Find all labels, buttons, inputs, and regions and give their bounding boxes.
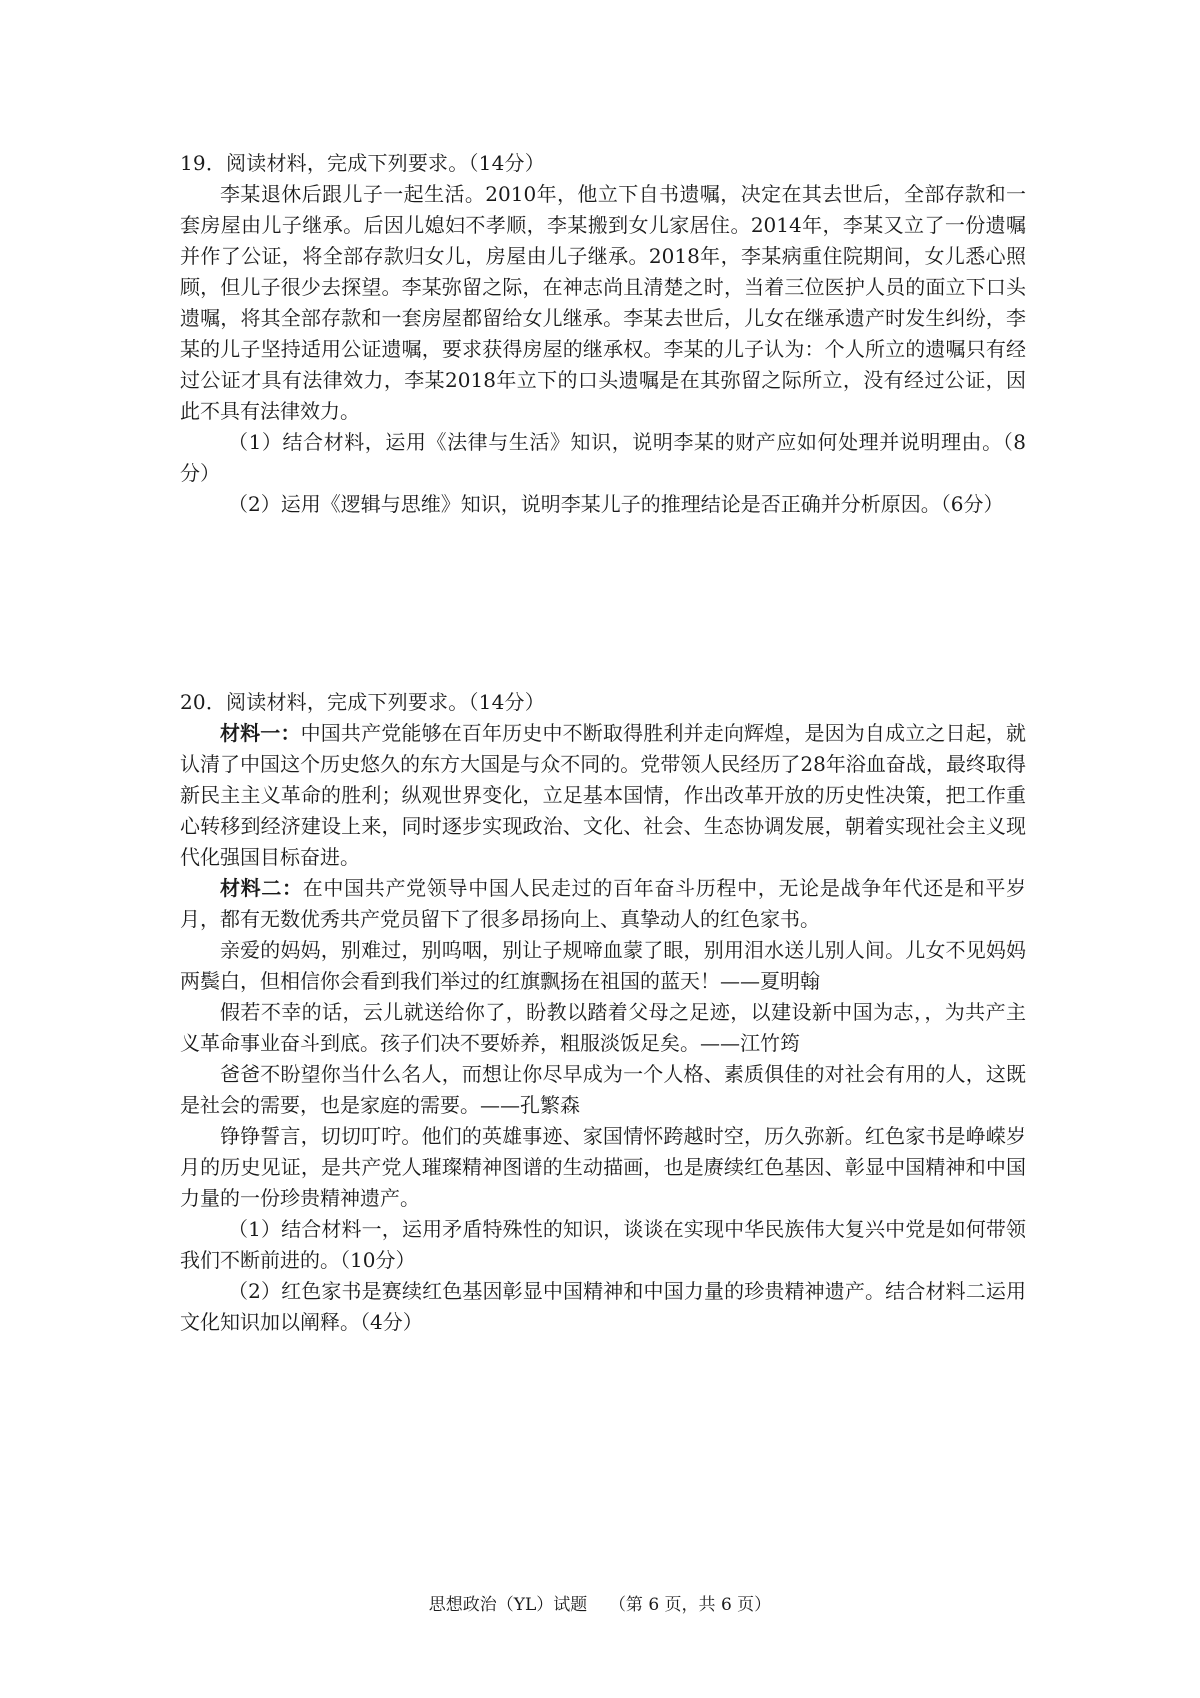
material-1-text: 中国共产党能够在百年历史中不断取得胜利并走向辉煌，是因为自成立之日起，就认清了中国这个历史悠久的东方大国是与众不同的。党带领人民经历了28年浴血奋战，最终取得新民主主义革命的胜利；纵观世界变化，立足基本国情，作出改革开放的历史性决策，把工作重心转移到经济建设上来，同时逐步实现政治、文化、社会、生态协调发展，朝着实现社会主义现代化强国目标奋进。 — [180, 721, 1027, 869]
letter-kong-fansen: 爸爸不盼望你当什么名人，而想让你尽早成为一个人格、素质俱佳的对社会有用的人，这既是社会的需要，也是家庭的需要。——孔繁森 — [180, 1062, 1026, 1117]
material-2-label: 材料二： — [220, 876, 303, 900]
question-19-sub2: （2）运用《逻辑与思维》知识，说明李某儿子的推理结论是否正确并分析原因。（6分） — [228, 492, 1004, 516]
page-footer — [0, 1593, 1200, 1617]
question-19 — [180, 148, 1026, 520]
question-20-sub1: （1）结合材料一，运用矛盾特殊性的知识，谈谈在实现中华民族伟大复兴中党是如何带领我们不断前进的。（10分） — [180, 1217, 1026, 1272]
letter-xia-minghan: 亲爱的妈妈，别难过，别呜咽，别让子规啼血蒙了眼，别用泪水送儿别人间。儿女不见妈妈两鬓白，但相信你会看到我们举过的红旗飘扬在祖国的蓝天！——夏明翰 — [180, 938, 1026, 993]
letter-jiang-zhujun: 假若不幸的话，云儿就送给你了，盼教以踏着父母之足迹，以建设新中国为志，，为共产主义革命事业奋斗到底。孩子们决不要娇养，粗服淡饭足矣。——江竹筠 — [180, 1000, 1026, 1055]
footer-page-number: （第 6 页，共 6 页） — [608, 1595, 772, 1615]
material-2-closing: 铮铮誓言，切切叮咛。他们的英雄事迹、家国情怀跨越时空，历久弥新。红色家书是峥嵘岁月的历史见证，是共产党人璀璨精神图谱的生动描画，也是赓续红色基因、彰显中国精神和中国力量的一份珍贵精神遗产。 — [180, 1124, 1026, 1210]
question-19-header: 19．阅读材料，完成下列要求。（14分） — [180, 151, 545, 175]
material-1 — [180, 718, 1026, 873]
question-20 — [180, 687, 1026, 1338]
material-1-label: 材料一： — [220, 721, 301, 745]
question-20-sub2: （2）红色家书是赛续红色基因彰显中国精神和中国力量的珍贵精神遗产。结合材料二运用文化知识加以阐释。（4分） — [180, 1279, 1026, 1334]
footer-subject: 思想政治（YL）试题 — [428, 1595, 588, 1615]
question-19-material: 李某退休后跟儿子一起生活。2010年，他立下自书遗嘱，决定在其去世后，全部存款和一套房屋由儿子继承。后因儿媳妇不孝顺，李某搬到女儿家居住。2014年，李某又立了一份遗嘱并作了公证，将全部存款归女儿，房屋由儿子继承。2018年，李某病重住院期间，女儿悉心照顾，但儿子很少去探望。李某弥留之际，在神志尚且清楚之时，当着三位医护人员的面立下口头遗嘱，将其全部存款和一套房屋都留给女儿继承。李某去世后，儿女在继承遗产时发生纠纷，李某的儿子坚持适用公证遗嘱，要求获得房屋的继承权。李某的儿子认为：个人所立的遗嘱只有经过公证才具有法律效力，李某2018年立下的口头遗嘱是在其弥留之际所立，没有经过公证，因此不具有法律效力。 — [180, 182, 1026, 423]
question-19-sub1: （1）结合材料，运用《法律与生活》知识，说明李某的财产应如何处理并说明理由。（8分） — [180, 430, 1026, 485]
question-20-header: 20．阅读材料，完成下列要求。（14分） — [180, 690, 545, 714]
material-2-text: 在中国共产党领导中国人民走过的百年奋斗历程中，无论是战争年代还是和平岁月，都有无数优秀共产党员留下了很多昂扬向上、真挚动人的红色家书。 — [180, 876, 1027, 931]
material-2 — [180, 873, 1026, 935]
